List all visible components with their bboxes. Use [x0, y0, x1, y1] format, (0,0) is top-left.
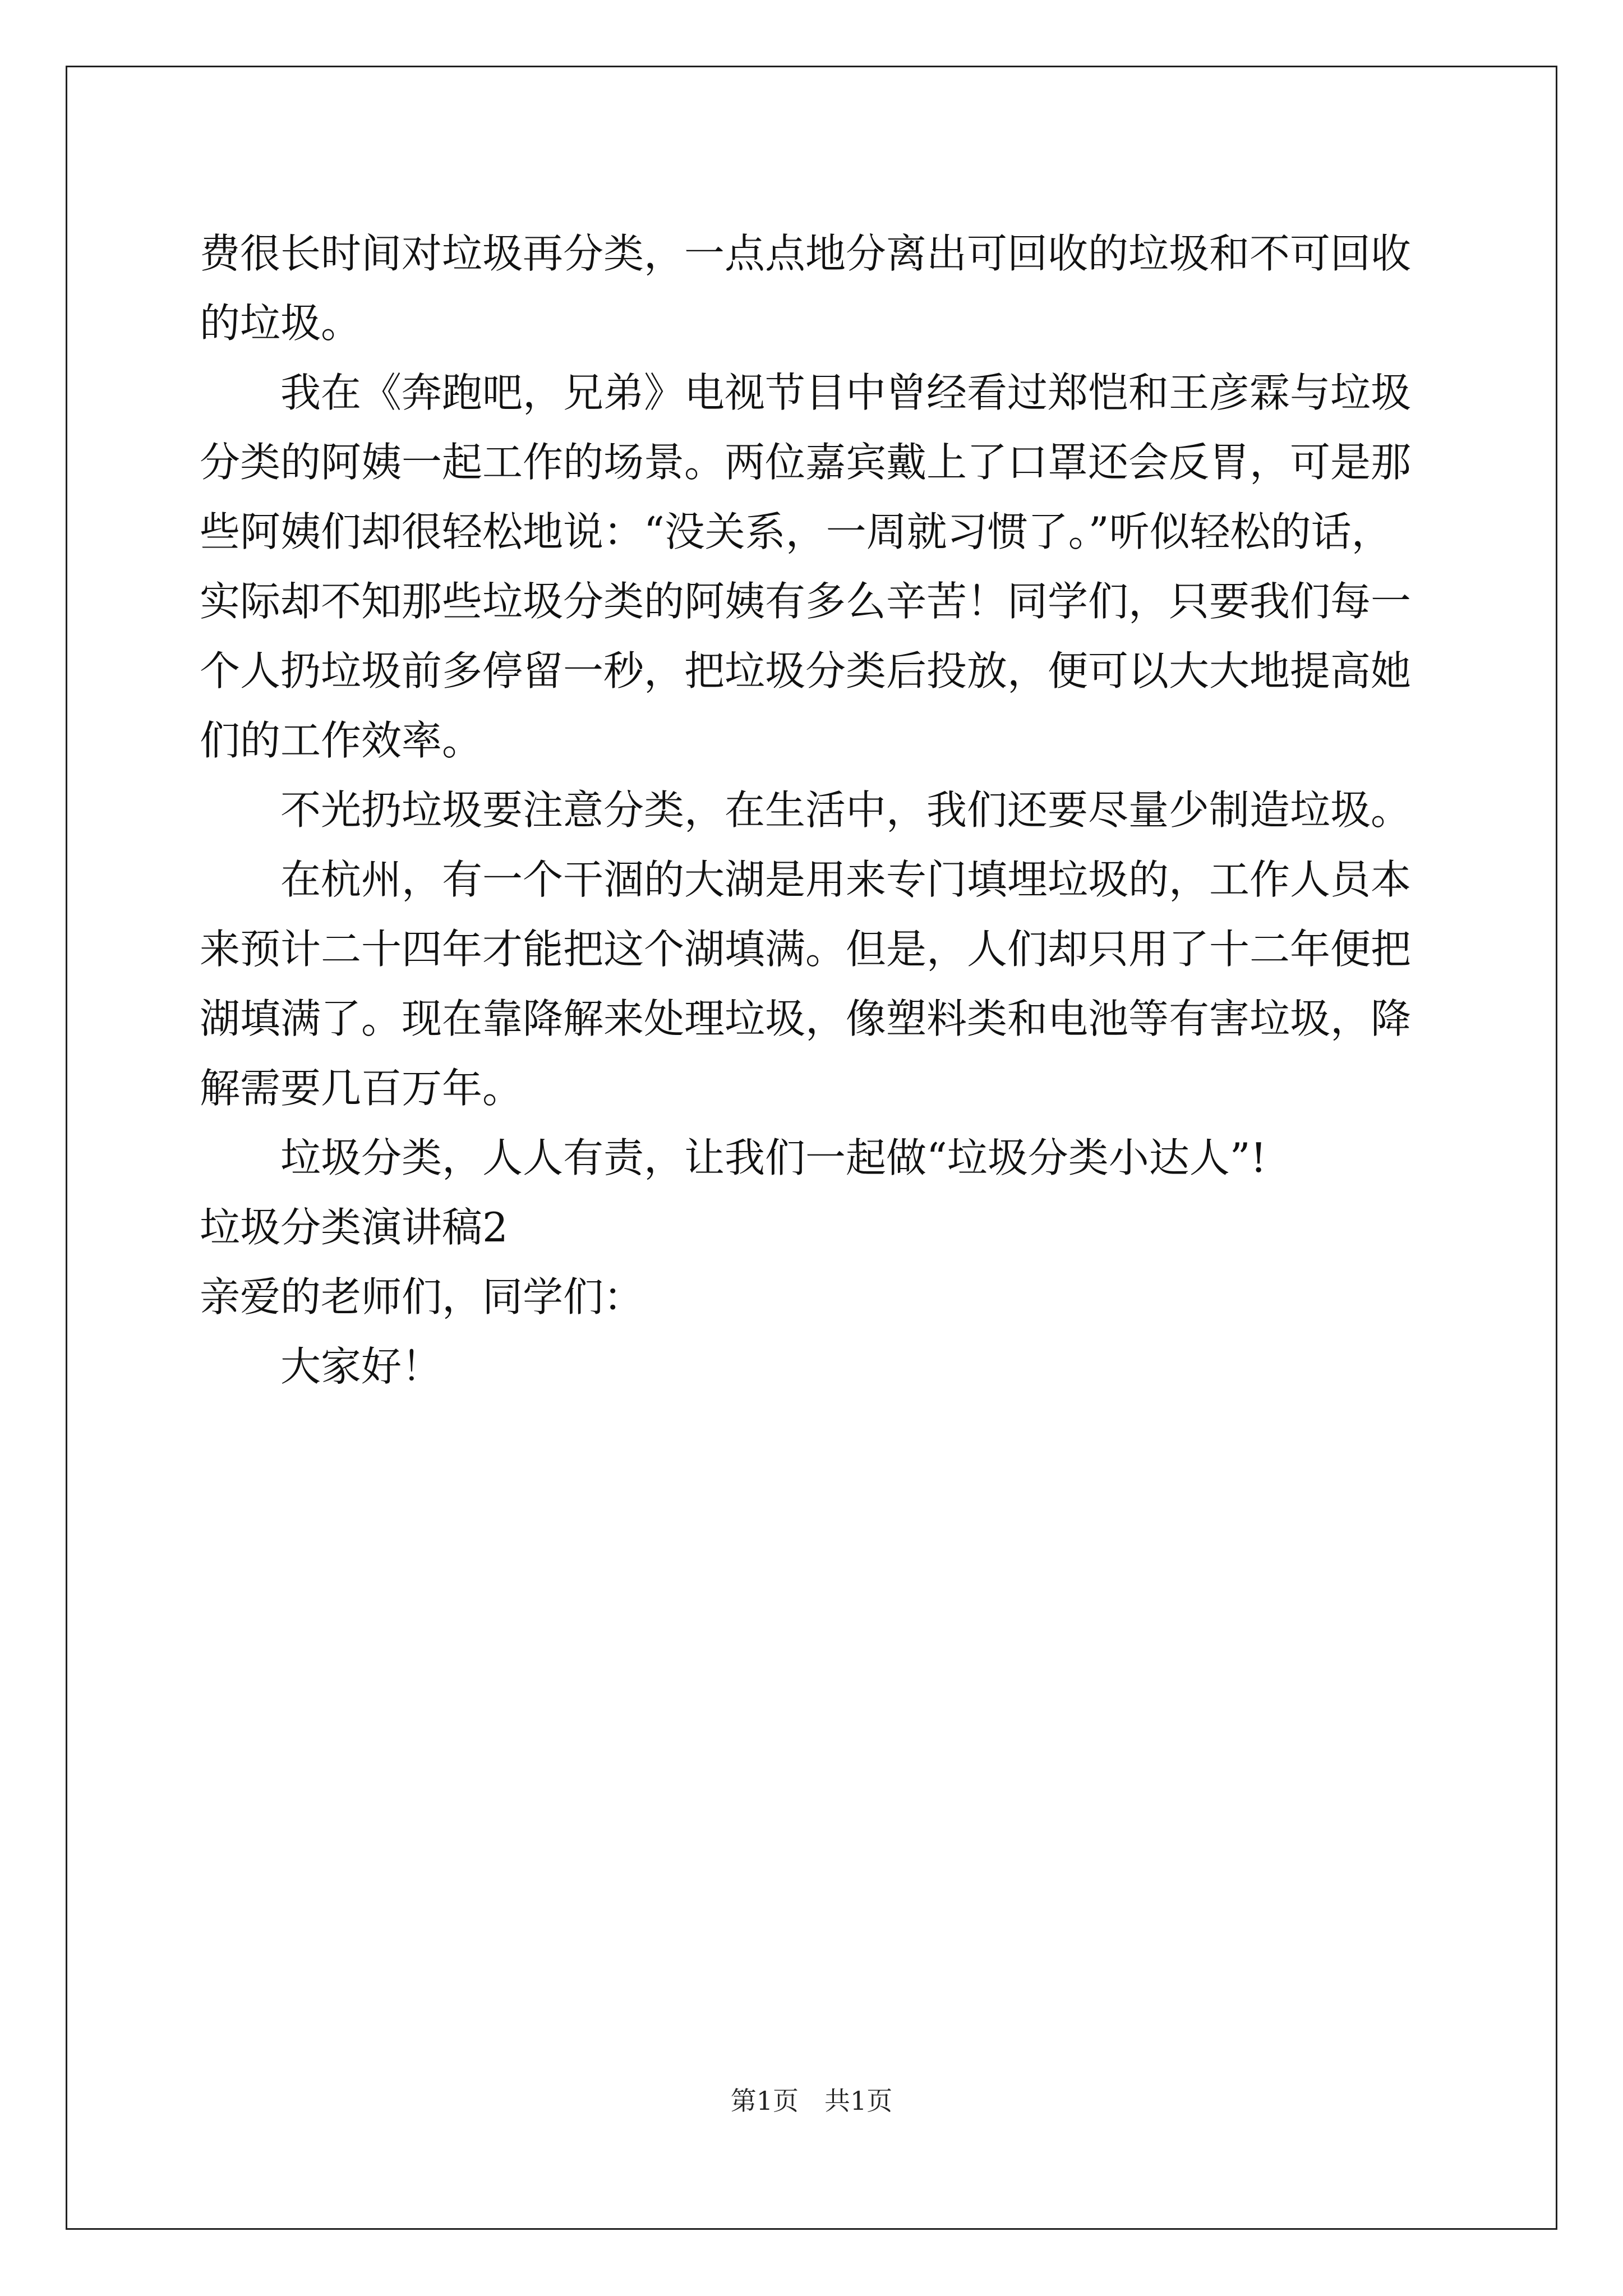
text-line: 来预计二十四年才能把这个湖填满。但是，人们却只用了十二年便把: [200, 926, 1412, 973]
document-body: [200, 219, 1484, 1401]
text-line: 垃圾分类，人人有责，让我们一起做“垃圾分类小达人”!: [280, 1134, 1267, 1181]
text-line: 实际却不知那些垃圾分类的阿姨有多么辛苦！同学们，只要我们每一: [200, 578, 1412, 625]
text-line: 不光扔垃圾要注意分类，在生活中，我们还要尽量少制造垃圾。: [280, 786, 1412, 834]
text-line: 大家好！: [280, 1343, 442, 1390]
text-line: 费很长时间对垃圾再分类，一点点地分离出可回收的垃圾和不可回收: [200, 230, 1412, 277]
text-line: 分类的阿姨一起工作的场景。两位嘉宾戴上了口罩还会反胃，可是那: [200, 439, 1412, 486]
text-line: 个人扔垃圾前多停留一秒，把垃圾分类后投放，便可以大大地提高她: [200, 647, 1412, 694]
text-line: 的垃圾。: [200, 300, 362, 347]
text-line: 们的工作效率。: [200, 717, 483, 764]
text-line: 在杭州，有一个干涸的大湖是用来专门填埋垃圾的，工作人员本: [280, 856, 1412, 903]
page-number: 第1页: [730, 2086, 799, 2116]
page-total: 共1页: [824, 2086, 893, 2116]
text-line: 解需要几百万年。: [200, 1065, 523, 1112]
text-line: 我在《奔跑吧，兄弟》电视节目中曾经看过郑恺和王彦霖与垃圾: [280, 369, 1412, 416]
text-line: 湖填满了。现在靠降解来处理垃圾，像塑料类和电池等有害垃圾，降: [200, 995, 1412, 1042]
text-line: 亲爱的老师们，同学们：: [200, 1273, 644, 1320]
text-line: 些阿姨们却很轻松地说：“没关系，一周就习惯了。”听似轻松的话，: [200, 508, 1392, 555]
text-line: 垃圾分类演讲稿2: [200, 1204, 508, 1251]
page-footer: [0, 2084, 1623, 2118]
